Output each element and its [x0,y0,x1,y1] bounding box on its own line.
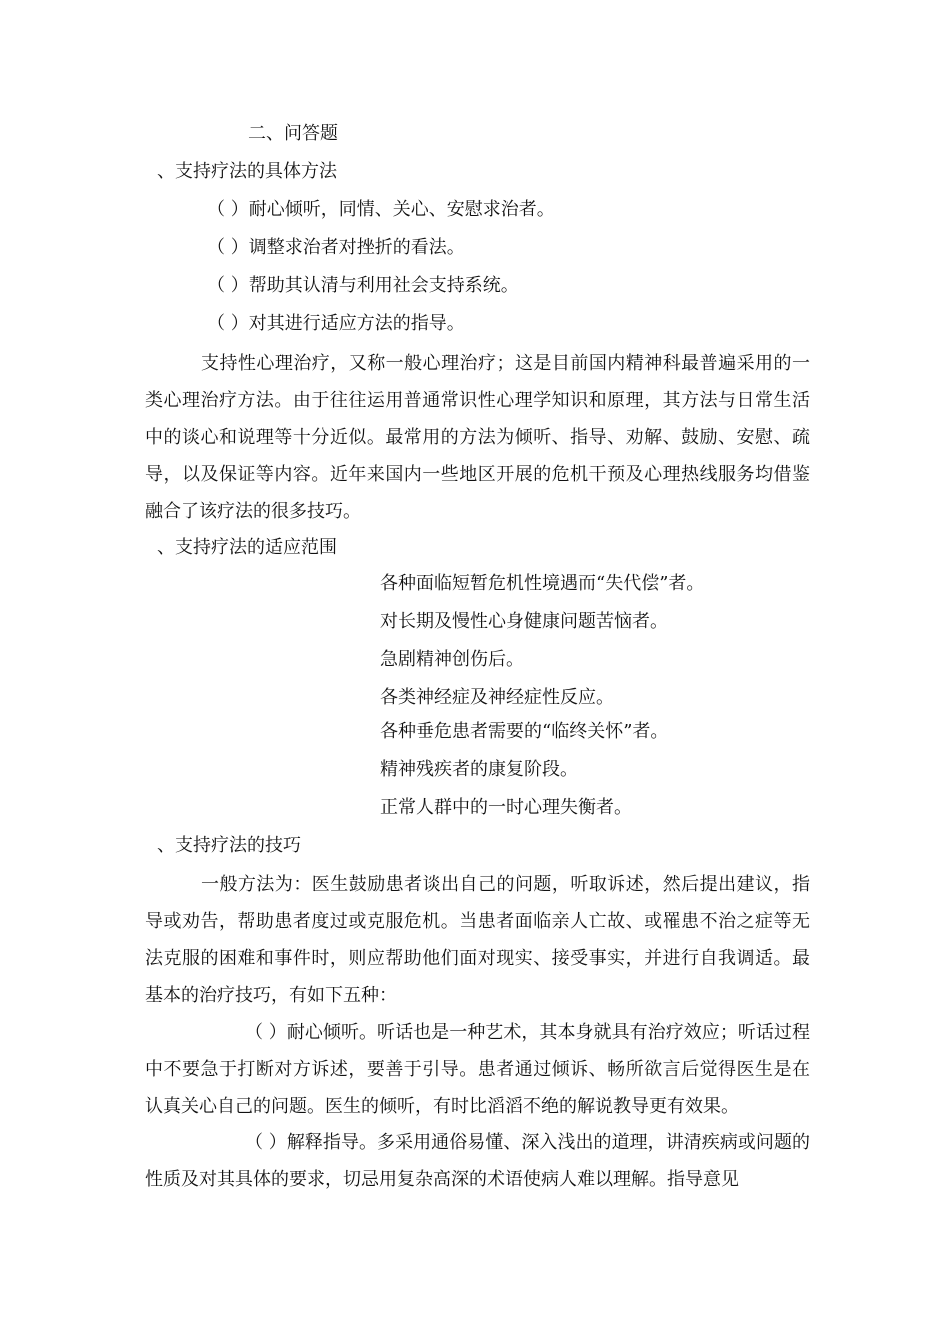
question-2-heading: 、支持疗法的适应范围 [157,537,337,558]
q3-technique-1: （ ）耐心倾听。听话也是一种艺术，其本身就具有治疗效应；听话过程中不要急于打断对方诉述，要善于引导。患者通过倾诉、畅所欲言后觉得医生是在认真关心自己的问题。医生的倾听，有时比滔滔不绝的解说教导更有效果。 [145,1022,810,1117]
q2-item-5: 各种垂危患者需要的“临终关怀”者。 [380,721,669,742]
q1-paragraph: 支持性心理治疗，又称一般心理治疗；这是目前国内精神科最普遍采用的一类心理治疗方法。由于往往运用普通常识性心理学知识和原理，其方法与日常生活中的谈心和说理等十分近似。最常用的方法为倾听、指导、劝解、鼓励、安慰、疏导，以及保证等内容。近年来国内一些地区开展的危机干预及心理热线服务均借鉴融合了该疗法的很多技巧。 [145,353,810,522]
q1-item-1: （ ）耐心倾听，同情、关心、安慰求治者。 [207,199,555,220]
q1-item-4: （ ）对其进行适应方法的指导。 [207,313,465,334]
q2-item-7: 正常人群中的一时心理失衡者。 [380,797,632,818]
question-3-heading: 、支持疗法的技巧 [157,835,301,856]
q1-item-2: （ ）调整求治者对挫折的看法。 [207,237,465,258]
q1-item-3: （ ）帮助其认清与利用社会支持系统。 [207,275,519,296]
section-title: 二、问答题 [248,123,338,144]
q3-paragraph: 一般方法为：医生鼓励患者谈出自己的问题，听取诉述，然后提出建议，指导或劝告，帮助患者度过或克服危机。当患者面临亲人亡故、或罹患不治之症等无法克服的困难和事件时，则应帮助他们面对现实、接受事实，并进行自我调适。最基本的治疗技巧，有如下五种： [145,874,810,1006]
q2-item-4: 各类神经症及神经症性反应。 [380,687,614,708]
q2-item-1: 各种面临短暂危机性境遇而“失代偿”者。 [380,573,705,594]
question-1-heading: 、支持疗法的具体方法 [157,161,337,182]
q2-item-2: 对长期及慢性心身健康问题苦恼者。 [380,611,668,632]
q2-item-3: 急剧精神创伤后。 [380,649,524,670]
q3-technique-2: （ ）解释指导。多采用通俗易懂、深入浅出的道理，讲清疾病或问题的性质及对其具体的要求，切忌用复杂高深的术语使病人难以理解。指导意见 [145,1132,810,1190]
q2-item-6: 精神残疾者的康复阶段。 [380,759,578,780]
